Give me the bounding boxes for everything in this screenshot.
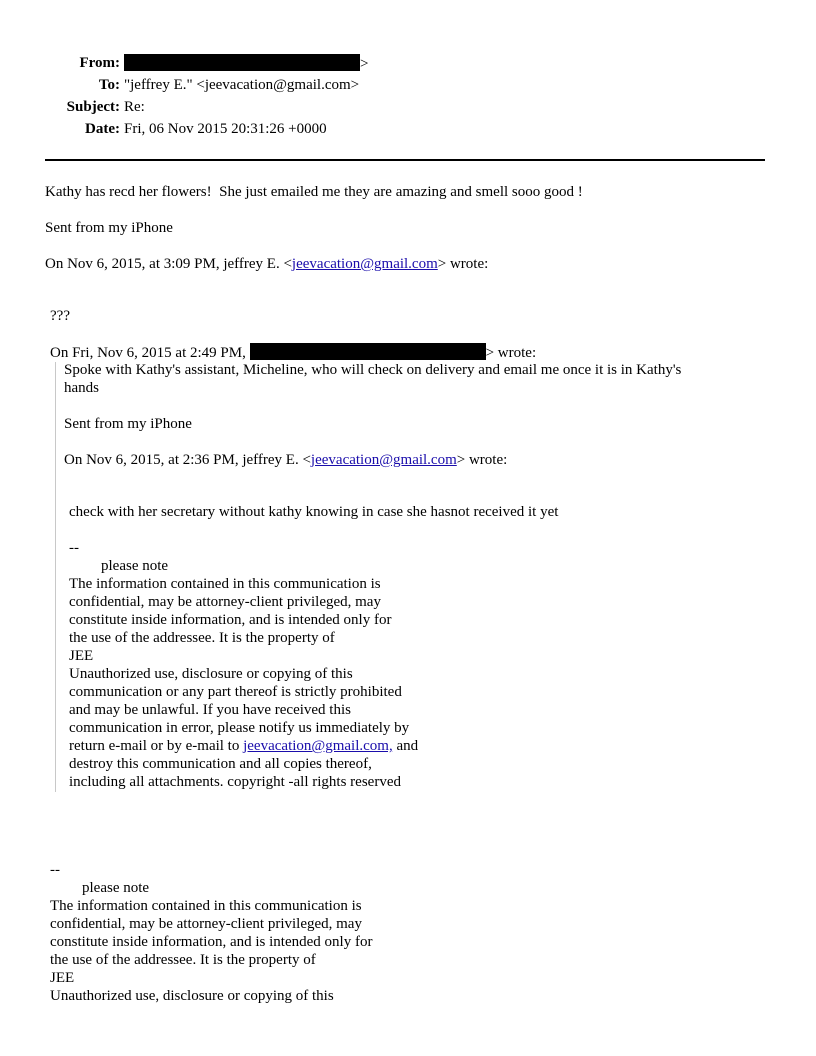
date-value: Fri, 06 Nov 2015 20:31:26 +0000 [124, 121, 327, 137]
quote-line-2: hands [64, 380, 99, 396]
to-value: "jeffrey E." <jeevacation@gmail.com> [124, 77, 360, 93]
signature-note: please note [101, 558, 169, 574]
signature-line: destroy this communication and all copies thereof, [69, 756, 372, 772]
reply-attribution-1 [45, 255, 488, 273]
question-marks: ??? [50, 308, 70, 324]
date-label: Date: [85, 121, 120, 137]
signature-line: and may be unlawful. If you have received this [69, 702, 351, 718]
signature-line: Unauthorized use, disclosure or copying of this [69, 666, 353, 682]
signature-line: JEE [69, 648, 94, 664]
quote-sent-from-iphone: Sent from my iPhone [64, 416, 192, 432]
quote-reply-prefix: On Nov 6, 2015, at 2:36 PM, jeffrey E. < [64, 452, 311, 468]
email-link[interactable]: jeevacation@gmail.com, [243, 738, 393, 754]
signature-line: The information contained in this communication is [69, 576, 381, 592]
signature-email-suffix: and [392, 738, 419, 754]
header-date-row [0, 120, 816, 142]
redaction-bar [124, 54, 360, 71]
subject-label: Subject: [66, 99, 120, 115]
reply-attribution-2 [50, 343, 536, 362]
signature-note: please note [82, 880, 150, 896]
body-line-flowers: Kathy has recd her flowers! She just emailed me they are amazing and smell sooo good ! [45, 184, 583, 200]
header-subject-row [0, 98, 816, 120]
signature-line: JEE [50, 970, 75, 986]
signature-line: including all attachments. copyright -all rights reserved [69, 774, 401, 790]
signature-email-prefix: return e-mail or by e-mail to [69, 738, 244, 754]
signature-line: the use of the addressee. It is the property of [50, 952, 316, 968]
signature-line: The information contained in this communication is [50, 898, 362, 914]
signature-line: constitute inside information, and is intended only for [69, 612, 392, 628]
signature-line: constitute inside information, and is intended only for [50, 934, 373, 950]
reply2-suffix: > wrote: [485, 345, 537, 361]
signature-dashes: -- [50, 862, 60, 878]
reply2-prefix: On Fri, Nov 6, 2015 at 2:49 PM, [50, 345, 250, 361]
quote-reply-attribution [64, 451, 507, 469]
signature-line-email [69, 737, 418, 755]
from-suffix: > [360, 56, 369, 72]
header-to-row [0, 76, 816, 98]
redaction-bar [250, 343, 486, 360]
email-link[interactable]: jeevacation@gmail.com [310, 452, 457, 468]
reply1-prefix: On Nov 6, 2015, at 3:09 PM, jeffrey E. < [45, 256, 292, 272]
signature-line: confidential, may be attorney-client privileged, may [69, 594, 381, 610]
subject-value: Re: [124, 99, 145, 115]
signature-dashes: -- [69, 540, 79, 556]
reply1-suffix: > wrote: [437, 256, 489, 272]
header-divider [45, 159, 765, 161]
quote-bar [55, 362, 56, 792]
signature-line: the use of the addressee. It is the property of [69, 630, 335, 646]
quote-line-1: Spoke with Kathy's assistant, Micheline, who will check on delivery and email me once it is in Kathy's [64, 362, 682, 378]
from-label: From: [79, 55, 120, 71]
signature-line: confidential, may be attorney-client privileged, may [50, 916, 362, 932]
signature-line: communication or any part thereof is strictly prohibited [69, 684, 402, 700]
from-value [124, 54, 368, 73]
header-from-row [0, 54, 816, 76]
quote-reply-suffix: > wrote: [456, 452, 508, 468]
signature-line: communication in error, please notify us immediately by [69, 720, 410, 736]
to-label: To: [98, 77, 120, 93]
signature-line: Unauthorized use, disclosure or copying of this [50, 988, 334, 1004]
sent-from-iphone: Sent from my iPhone [45, 220, 173, 236]
email-link[interactable]: jeevacation@gmail.com [291, 256, 438, 272]
quote-instruction: check with her secretary without kathy knowing in case she hasnot received it yet [69, 504, 559, 520]
